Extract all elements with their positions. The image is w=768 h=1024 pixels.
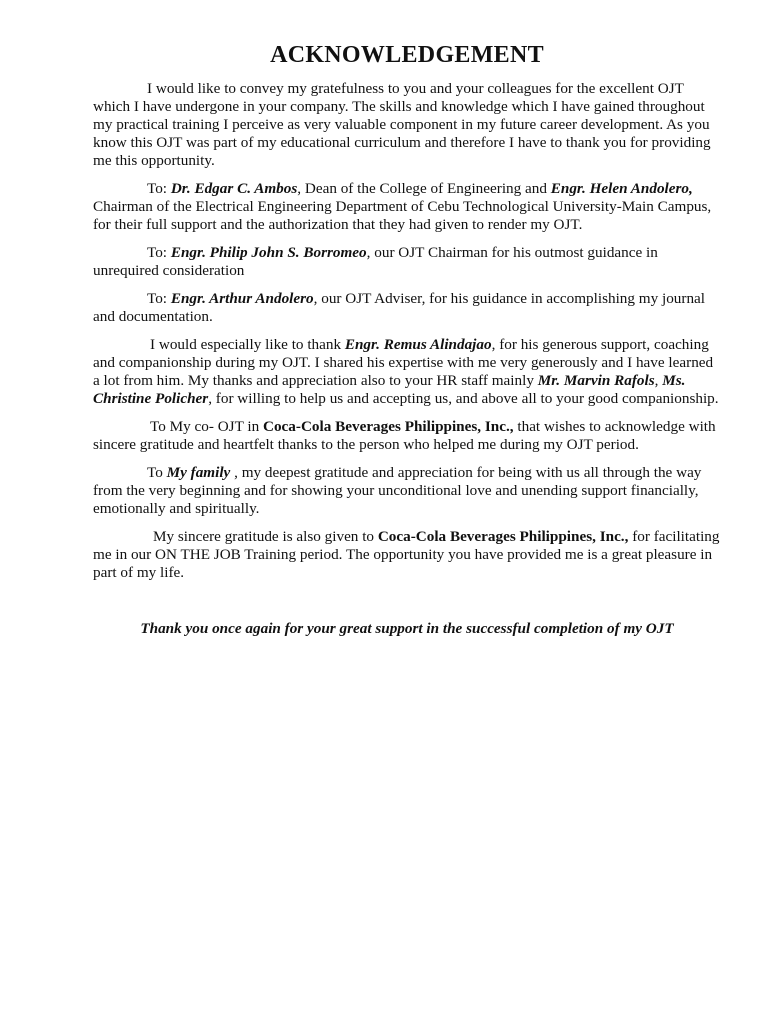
person-name-chairman: Engr. Helen Andolero, <box>550 180 693 197</box>
paragraph-text: that wishes to acknowledge with sincere gratitude and heartfelt thanks to the person who helped me during my OJT period. <box>93 418 716 453</box>
paragraph-text: , for his generous support, coaching and companionship during my OJT. I shared his expertise with me very generously and I have learned a lot from him. My thanks and appreciation also to your HR staff mainly <box>93 336 714 389</box>
paragraph-text: I would especially like to thank <box>150 336 345 353</box>
paragraph-ojt-chairman <box>93 244 721 280</box>
paragraph-text: To My co- OJT in <box>150 418 263 435</box>
paragraph-mentor-hr <box>93 336 721 408</box>
paragraph-text: , <box>654 372 663 389</box>
paragraph-text: To: <box>147 180 171 197</box>
paragraph-text: for facilitating me in our ON THE JOB Training period. The opportunity you have provided me is a great pleasure in part of my life. <box>93 528 720 581</box>
closing-statement: Thank you once again for your great support in the successful completion of my OJT <box>140 620 674 637</box>
paragraph-text: , our OJT Adviser, for his guidance in accomplishing my journal and documentation. <box>93 290 706 325</box>
paragraph-family <box>93 464 721 518</box>
person-name-hr-2: Ms. Christine Policher <box>93 372 686 407</box>
document-page <box>93 40 721 653</box>
paragraph-text: To <box>147 464 167 481</box>
person-name-ojt-chairman: Engr. Philip John S. Borromeo <box>170 244 367 261</box>
paragraph-co-ojt <box>93 418 721 454</box>
person-name-hr-1: Mr. Marvin Rafols <box>537 372 655 389</box>
person-name-mentor: Engr. Remus Alindajao <box>344 336 492 353</box>
paragraph-text: To: <box>147 244 171 261</box>
paragraph-text: , my deepest gratitude and appreciation for being with us all through the way from the very beginning and for showing your unconditional love and unending support financially, emotionally and spiritually. <box>93 464 702 517</box>
paragraph-gratefulness: I would like to convey my gratefulness to you and your colleagues for the excellent OJT which I have undergone in your company. The skills and knowledge which I have gained throughout my practical training I perceive as very valuable component in my future career development. As you know this OJT was part of my educational curriculum and therefore I have to thank you for providing me this opportunity. <box>93 80 711 169</box>
paragraph-text: , our OJT Chairman for his outmost guidance in unrequired consideration <box>93 244 658 279</box>
paragraph-ojt-adviser <box>93 290 721 326</box>
paragraph-text: , Dean of the College of Engineering and <box>297 180 551 197</box>
paragraph-text: , for willing to help us and accepting us, and above all to your good companionship. <box>208 390 719 407</box>
paragraph-dean-chairman <box>93 180 721 234</box>
paragraph-text: To: <box>147 290 171 307</box>
person-name-dean: Dr. Edgar C. Ambos <box>170 180 298 197</box>
paragraph-company <box>93 528 721 582</box>
company-name: Coca-Cola Beverages Philippines, Inc., <box>377 528 629 545</box>
document-title: ACKNOWLEDGEMENT <box>270 42 544 68</box>
company-name: Coca-Cola Beverages Philippines, Inc., <box>262 418 514 435</box>
paragraph-text: My sincere gratitude is also given to <box>153 528 378 545</box>
paragraph-text: Chairman of the Electrical Engineering Department of Cebu Technological University-Main Campus, for their full support and the authorization that they had given to render my OJT. <box>93 198 712 233</box>
family-label: My family <box>166 464 231 481</box>
person-name-ojt-adviser: Engr. Arthur Andolero <box>170 290 314 307</box>
